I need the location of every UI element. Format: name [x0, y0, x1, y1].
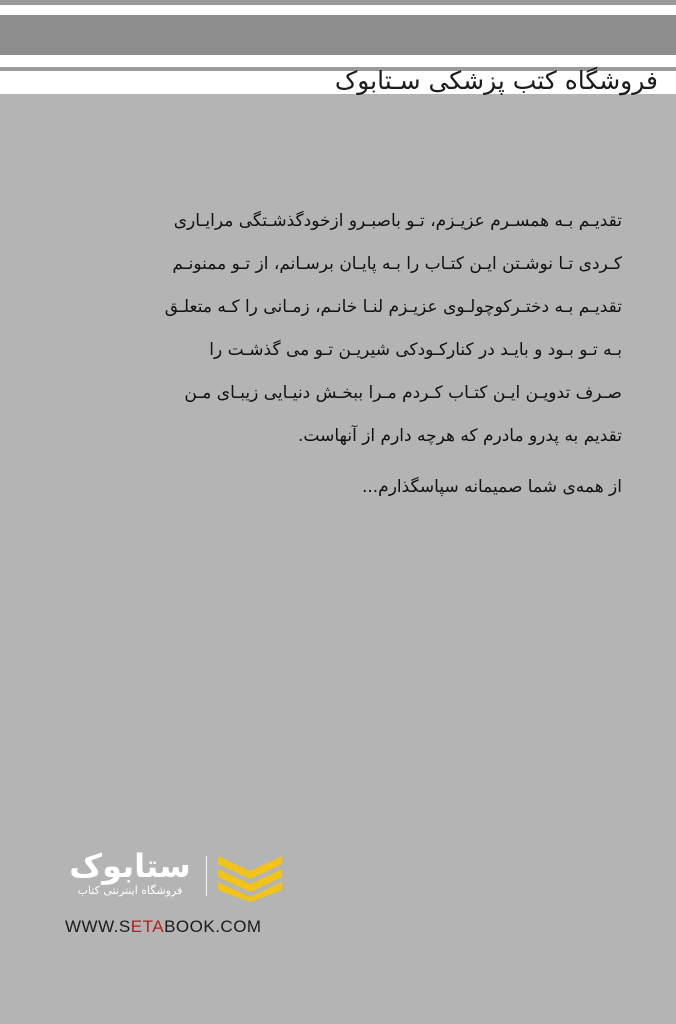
logo-wordmark: ستابوک — [69, 847, 191, 885]
chevron-logo-icon — [214, 852, 286, 902]
dedication-line: صـرف تدویـن ایـن کتـاب کـردم مـرا ببخـش دنیـایی زیبـای مـن — [184, 383, 622, 403]
logo-divider — [206, 856, 207, 896]
dedication-line: بـه تـو بـود و بایـد در کنارکـودکی شیریـن تـو می گذشـت را — [209, 340, 622, 360]
thanks-line: از همه‌ی شما صمیمانه سپاسگذارم... — [361, 477, 622, 497]
website-url[interactable] — [65, 917, 262, 937]
dedication-line: کـردی تـا نوشـتن ایـن کتـاب را بـه پایـان برسـانم، از تـو ممنونـم — [172, 254, 622, 274]
header-band — [0, 15, 676, 55]
website-prefix: WWW.S — [65, 917, 131, 936]
dedication-line: تقدیم به پدرو مادرم که هرچه دارم از آنهاست. — [298, 426, 622, 446]
dedication-line: تقدیـم بـه همسـرم عزیـزم، تـو باصبـرو ازخودگذشـتگی مرایـاری — [173, 211, 622, 231]
dedication-line: تقدیـم بـه دختـرکوچولـوی عزیـزم لنـا خانـم، زمـانی را کـه متعلـق — [164, 297, 622, 317]
website-accent: ETA — [130, 917, 165, 936]
top-white-band — [0, 5, 676, 15]
website-suffix: BOOK.COM — [164, 917, 262, 936]
dedication-text — [62, 200, 622, 458]
store-title: فروشگاه کتب پزشکی سـتابوک — [334, 66, 658, 95]
logo-subtitle: فروشگاه اینترنتی کتاب — [77, 884, 183, 897]
